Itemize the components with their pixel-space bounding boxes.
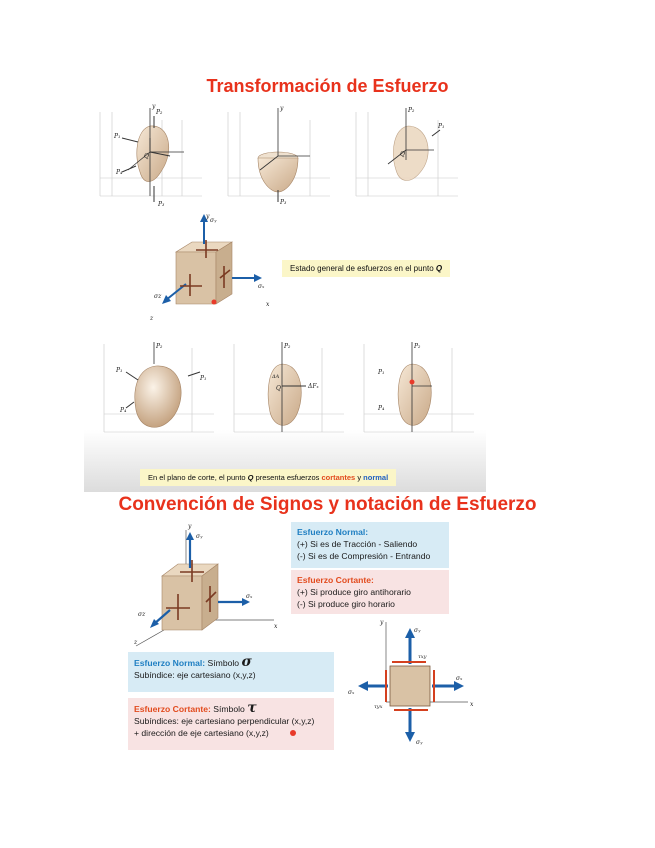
label-p1b: P₁ (200, 375, 207, 382)
label-p4: P₄ (120, 407, 127, 414)
figure-body-3 (356, 107, 458, 196)
label-sigma-x-left: σₓ (348, 689, 355, 696)
normal-sign-line2: (-) Si es de Compresión - Entrando (297, 551, 431, 561)
note-cut-plane (140, 469, 396, 486)
label-sigma-z: σz (138, 611, 146, 618)
shear-symbol-text: Símbolo (210, 704, 248, 714)
label-sigma-x: σₓ (456, 675, 463, 682)
note-cut-y: y (355, 473, 364, 482)
label-p4: P₄ (116, 169, 123, 176)
normal-symbol-line2: Subíndice: eje cartesiano (x,y,z) (134, 670, 256, 680)
label-p2: P₂ (408, 107, 415, 114)
note-cut-mid: presenta esfuerzos (253, 473, 322, 482)
svg-text:y: y (188, 523, 192, 530)
label-p3: P₃ (158, 201, 165, 208)
sigma-symbol: σ (241, 654, 252, 670)
shear-sign-line2: (-) Si produce giro horario (297, 599, 395, 609)
label-p2: P₂ (156, 109, 163, 116)
shear-sign-line1: (+) Si produce giro antihorario (297, 587, 411, 597)
svg-text:y: y (380, 619, 384, 626)
stress-cube-figure (146, 214, 276, 324)
label-tau-xy: τxy (418, 654, 427, 660)
shear-symbol-heading: Esfuerzo Cortante: (134, 704, 211, 714)
normal-symbol-box (128, 652, 334, 692)
note-cut-cortantes: cortantes (321, 473, 356, 482)
shear-symbol-box (128, 698, 334, 750)
top-figures-row (92, 100, 472, 210)
label-delta-fx: ΔFₓ (308, 383, 319, 390)
normal-sign-line1: (+) Si es de Tracción - Saliendo (297, 539, 418, 549)
normal-symbol-text: Símbolo (205, 658, 242, 668)
label-sigma-y: σᵧ (196, 533, 203, 540)
cursor-dot (290, 730, 296, 736)
svg-text:x: x (266, 301, 270, 308)
section-title-transformacion: Transformación de Esfuerzo (206, 76, 449, 96)
label-q: Q (144, 153, 149, 160)
normal-sign-heading: Esfuerzo Normal: (297, 527, 369, 537)
label-p1: P₁ (438, 123, 445, 130)
shear-sign-box (291, 570, 449, 614)
label-q: Q (400, 151, 405, 158)
tau-symbol: τ (247, 700, 257, 716)
note-general-point: Q (435, 264, 443, 273)
svg-text:y: y (206, 214, 210, 220)
note-general-state (282, 260, 450, 277)
label-p1: P₁ (378, 369, 385, 376)
label-sigma-y: σᵧ (414, 627, 421, 634)
label-tau-yx: τyx (374, 704, 383, 710)
note-cut-point: Q (247, 473, 254, 482)
label-p3: P₃ (280, 199, 287, 206)
label-p1: P₁ (116, 367, 123, 374)
label-p2: P₂ (156, 343, 163, 350)
label-p2: P₂ (284, 343, 291, 350)
label-q: Q (276, 385, 281, 392)
figure-body-1 (100, 103, 202, 208)
svg-text:y: y (280, 105, 284, 112)
figure-cut-3 (364, 342, 474, 432)
label-sigma-y: σᵧ (210, 217, 217, 224)
label-p1: P₁ (114, 133, 121, 140)
normal-symbol-heading: Esfuerzo Normal: (134, 658, 206, 668)
svg-text:x: x (274, 623, 278, 630)
label-sigma-z: σz (154, 293, 162, 300)
label-p4: P₄ (378, 405, 385, 412)
label-p2: P₂ (414, 343, 421, 350)
plane-stress-element (346, 618, 476, 748)
cut-figures-row (96, 336, 486, 444)
section-title-convencion: Convención de Signos y notación de Esfuerzo (118, 494, 537, 515)
shear-symbol-line3: + dirección de eje cartesiano (x,y,z) (134, 728, 269, 738)
label-y: y (152, 103, 156, 110)
svg-text:z: z (150, 315, 154, 322)
svg-text:z: z (134, 639, 138, 646)
label-sigma-y-bottom: σᵧ (416, 739, 423, 746)
label-sigma-x: σₓ (258, 283, 265, 290)
shear-symbol-line2: Subíndices: eje cartesiano perpendicular (x,y,z) (134, 716, 315, 726)
svg-text:x: x (470, 701, 474, 708)
normal-sign-box (291, 522, 449, 568)
note-cut-normal: normal (363, 473, 389, 482)
label-delta-a: ΔA (272, 374, 280, 380)
stress-cube-figure-2 (134, 520, 284, 650)
shear-sign-heading: Esfuerzo Cortante: (297, 575, 374, 585)
figure-body-2 (228, 105, 330, 206)
figure-cut-1 (104, 342, 214, 432)
figure-cut-2 (234, 342, 344, 432)
note-cut-prefix: En el plano de corte, el punto (148, 473, 248, 482)
note-general-text: Estado general de esfuerzos en el punto (290, 264, 436, 273)
label-sigma-x: σₓ (246, 593, 253, 600)
